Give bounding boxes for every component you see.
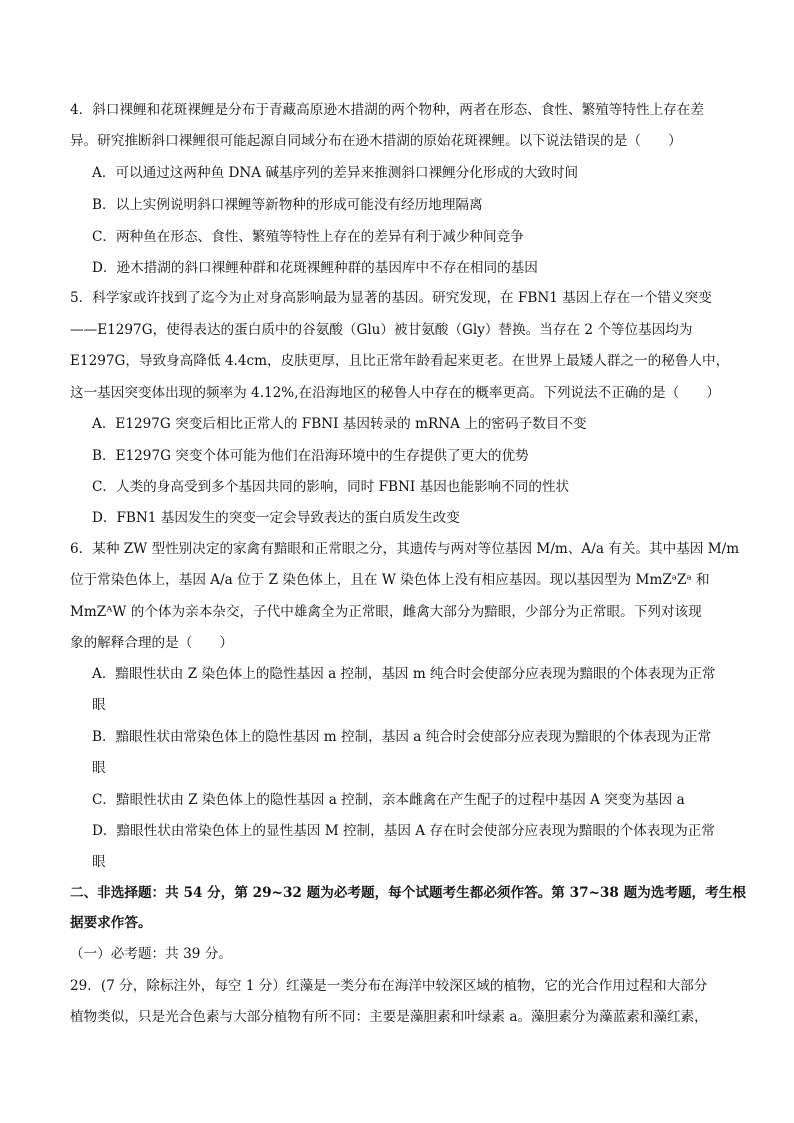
q5-option-d: D．FBN1 基因发生的突变一定会导致表达的蛋白质发生改变 [92, 510, 460, 526]
q29-stem-line-2: 植物类似，只是光合色素与大部分植物有所不同：主要是藻胆素和叶绿素 a。藻胆素分为藻蓝素和藻红素， [70, 1009, 708, 1025]
q4-option-c: C．两种鱼在形态、食性、繁殖等特性上存在的差异有利于减少种间竞争 [92, 229, 524, 245]
q5-stem-line-3: E1297G，导致身高降低 4.4cm，皮肤更厚，且比正常年龄看起来更老。在世界上最矮人群之一的秘鲁人中， [70, 353, 730, 369]
q4-stem-line-1: 4．斜口裸鲤和花斑裸鲤是分布于青藏高原逊木措湖的两个物种，两者在形态、食性、繁殖等特性上存在差 [70, 102, 704, 118]
q6-stem-line-2: 位于常染色体上，基因 A/a 位于 Z 染色体上，且在 W 染色体上没有相应基因。现以基因型为 MmZᵃZᵃ 和 [70, 572, 710, 588]
q5-stem-line-2: ——E1297G，使得表达的蛋白质中的谷氨酸（Glu）被甘氨酸（Gly）替换。当存在 2 个等位基因均为 [70, 322, 693, 338]
q29-stem-line-1: 29．(7 分，除标注外，每空 1 分）红藻是一类分布在海洋中较深区域的植物，它的光合作用过程和大部分 [70, 978, 708, 994]
q4-option-d: D．逊木措湖的斜口裸鲤种群和花斑裸鲤种群的基因库中不存在相同的基因 [92, 260, 538, 276]
q5-option-b: B．E1297G 突变个体可能为他们在沿海环境中的生存提供了更大的优势 [92, 448, 529, 464]
section-heading-line-1: 二、非选择题：共 54 分，第 29~32 题为必考题，每个试题考生都必须作答。第 37~38 题为选考题，考生根 [70, 885, 746, 901]
q4-option-a: A．可以通过这两种鱼 DNA 碱基序列的差异来推测斜口裸鲤分化形成的大致时间 [92, 165, 579, 181]
q6-option-b-cont: 眼 [92, 760, 106, 776]
q6-stem-line-4: 象的解释合理的是（ ） [70, 635, 234, 651]
q6-option-a-cont: 眼 [92, 697, 106, 713]
q5-stem-line-1: 5．科学家或许找到了迄今为止对身高影响最为显著的基因。研究发现，在 FBN1 基因上存在一个错义突变 [70, 290, 712, 306]
q5-stem-line-4: 这一基因突变体出现的频率为 4.12%,在沿海地区的秘鲁人中存在的概率更高。下列说法不正确的是（ ） [70, 385, 720, 401]
section-subheading: （一）必考题：共 39 分。 [70, 946, 232, 962]
q6-option-b: B．黯眼性状由常染色体上的隐性基因 m 控制，基因 a 纯合时会使部分应表现为黯眼的个体表现为正常 [92, 729, 712, 745]
q6-option-c: C．黯眼性状由 Z 染色体上的隐性基因 a 控制，亲本雌禽在产生配子的过程中基因 A 突变为基因 a [92, 792, 685, 808]
q6-option-d: D．黯眼性状由常染色体上的显性基因 M 控制，基因 A 存在时会使部分应表现为黯眼的个体表现为正常 [92, 823, 715, 839]
section-heading-line-2: 据要求作答。 [70, 915, 152, 931]
q5-option-c: C．人类的身高受到多个基因共同的影响，同时 FBNI 基因也能影响不同的性状 [92, 479, 570, 495]
q6-stem-line-3: MmZᴬW 的个体为亲本杂交，子代中雄禽全为正常眼，雌禽大部分为黯眼，少部分为正常眼。下列对该现 [70, 604, 702, 620]
q4-option-b: B．以上实例说明斜口裸鲤等新物种的形成可能没有经历地理隔离 [92, 197, 483, 213]
q6-option-a: A．黯眼性状由 Z 染色体上的隐性基因 a 控制，基因 m 纯合时会使部分应表现为黯眼的个体表现为正常 [92, 666, 716, 682]
q6-stem-line-1: 6．某种 ZW 型性别决定的家禽有黯眼和正常眼之分，其遗传与两对等位基因 M/m、A/a 有关。其中基因 M/m [70, 541, 740, 557]
q4-stem-line-2: 异。研究推断斜口裸鲤很可能起源自同域分布在逊木措湖的原始花斑裸鲤。以下说法错误的是（ ） [70, 133, 682, 149]
q6-option-d-cont: 眼 [92, 854, 106, 870]
q5-option-a: A．E1297G 突变后相比正常人的 FBNI 基因转录的 mRNA 上的密码子数目不变 [92, 416, 587, 432]
